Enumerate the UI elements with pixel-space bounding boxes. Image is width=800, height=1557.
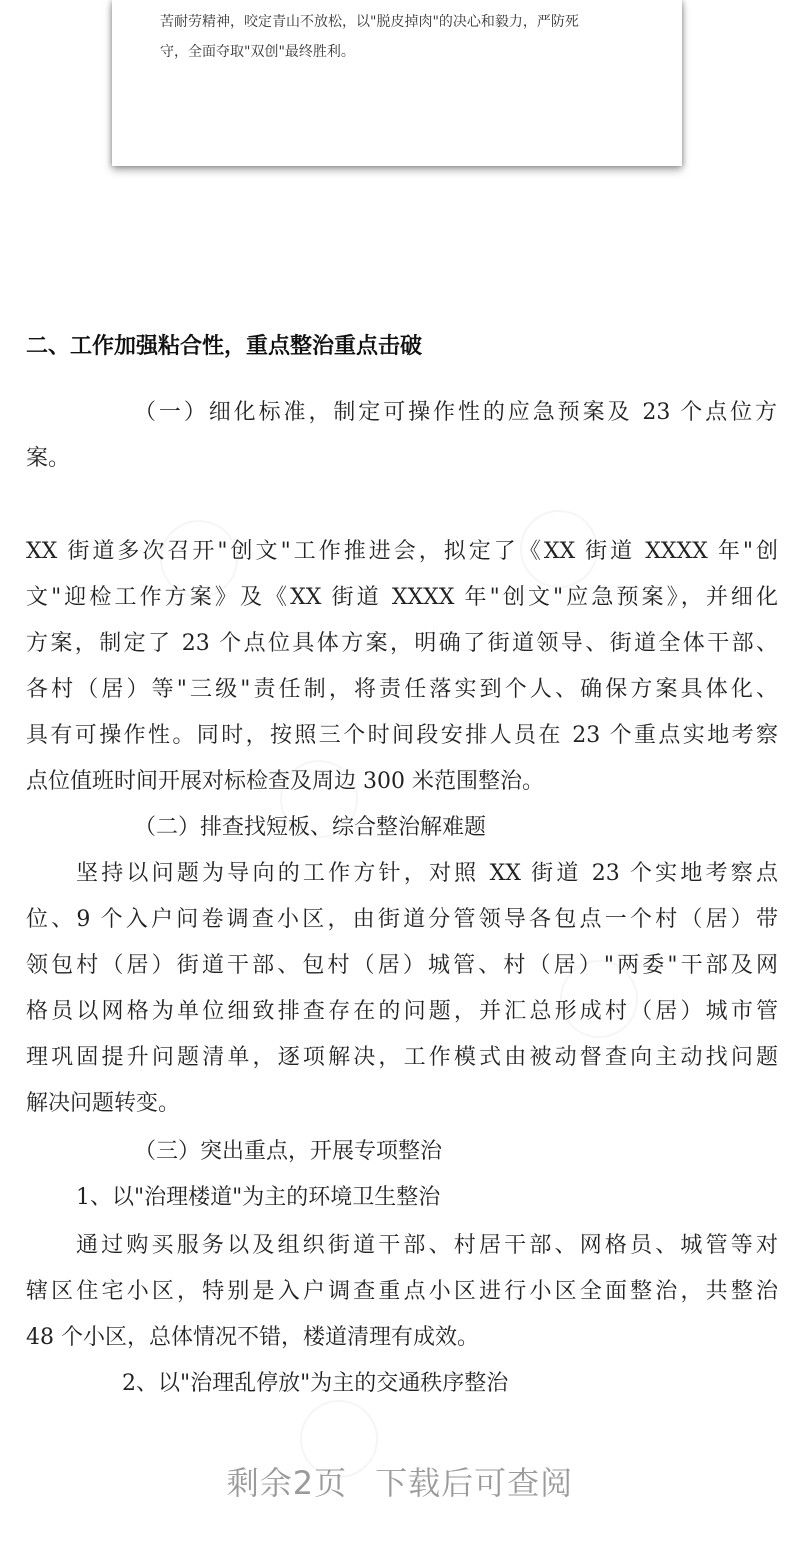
section-heading: 二、工作加强粘合性，重点整治重点击破 (26, 334, 423, 359)
item-title: 1、以"治理楼道"为主的环境卫生整治 (76, 1185, 441, 1210)
paragraph-line: 领包村（居）街道干部、包村（居）城管、村（居）"两委"干部及网 (26, 953, 778, 978)
paragraph-line: 具有可操作性。同时，按照三个时间段安排人员在 23 个重点实地考察 (26, 723, 778, 748)
download-prompt[interactable] (0, 1458, 800, 1504)
page-preview-card (112, 0, 682, 166)
remaining-pages-text[interactable]: 剩余2页 (226, 1464, 348, 1502)
item-title: 2、以"治理乱停放"为主的交通秩序整治 (122, 1371, 509, 1396)
paragraph-line: 坚持以问题为导向的工作方针，对照 XX 街道 23 个实地考察点 (76, 861, 778, 886)
paragraph-line: 通过购买服务以及组织街道干部、村居干部、网格员、城管等对 (76, 1233, 778, 1258)
paragraph-line: 位、9 个入户问卷调查小区，由街道分管领导各包点一个村（居）带 (26, 907, 778, 932)
paragraph-line: 48 个小区，总体情况不错，楼道清理有成效。 (26, 1325, 479, 1350)
paragraph-line: 点位值班时间开展对标检查及周边 300 米范围整治。 (26, 769, 544, 794)
paragraph-line: 辖区住宅小区，特别是入户调查重点小区进行小区全面整治，共整治 (26, 1279, 778, 1304)
subsection-title: （三）突出重点，开展专项整治 (134, 1139, 443, 1164)
subsection-title: （一）细化标准，制定可操作性的应急预案及 23 个点位方 (134, 400, 777, 425)
paragraph-line: 各村（居）等"三级"责任制，将责任落实到个人、确保方案具体化、 (26, 677, 778, 702)
paragraph-line: 解决问题转变。 (26, 1091, 181, 1116)
paragraph-line: 方案，制定了 23 个点位具体方案，明确了街道领导、街道全体干部、 (26, 631, 778, 656)
paragraph-line: XX 街道多次召开"创文"工作推进会，拟定了《XX 街道 XXXX 年"创 (26, 539, 778, 564)
subsection-title: （二）排查找短板、综合整治解难题 (134, 815, 487, 840)
paragraph-line: 格员以网格为单位细致排查存在的问题，并汇总形成村（居）城市管 (26, 999, 778, 1024)
preview-text-line: 苦耐劳精神，咬定青山不放松，以"脱皮掉肉"的决心和毅力，严防死 (160, 14, 579, 30)
preview-text-line: 守，全面夺取"双创"最终胜利。 (160, 44, 355, 60)
subsection-title-continued: 案。 (26, 446, 71, 471)
download-to-view-text[interactable]: 下载后可查阅 (375, 1464, 574, 1502)
paragraph-line: 理巩固提升问题清单，逐项解决，工作模式由被动督查向主动找问题 (26, 1045, 778, 1070)
paragraph-line: 文"迎检工作方案》及《XX 街道 XXXX 年"创文"应急预案》，并细化 (26, 585, 778, 610)
